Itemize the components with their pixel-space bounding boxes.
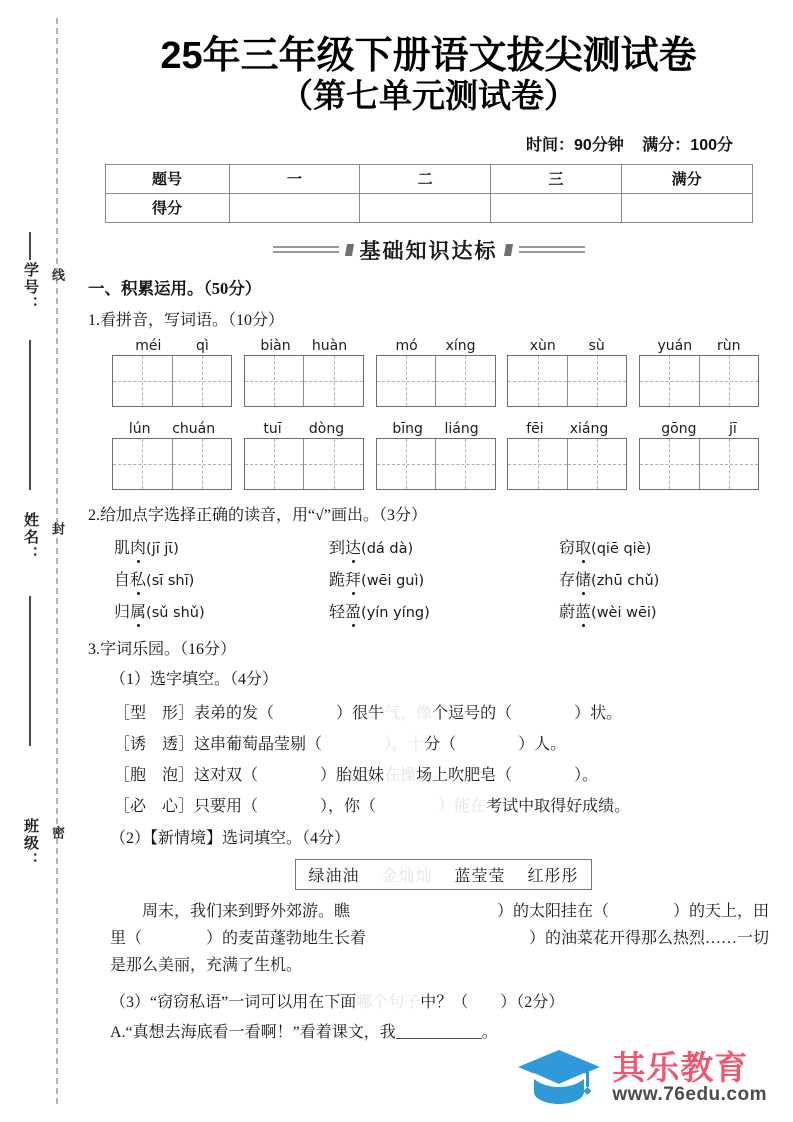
option-a-tail: 。 [481,1023,498,1041]
paragraph-line-right: ）的油菜花开得那么热烈……一切 [528,930,769,948]
pinyin-label [507,338,627,355]
pinyin-options: (sī shī) [146,573,195,590]
paragraph-line-left: 里（ ）的麦苗蓬勃地生长着 [110,930,367,948]
choice-item[interactable]: 蔚蓝(wèi wēi) [559,604,657,622]
word-bank-item[interactable]: 红彤彤 [527,867,579,885]
sentence-faded: ）能在 [438,797,487,815]
title-main: 25年三年级下册语文拔尖测试卷 [160,35,697,77]
sentence-mid2: 考试中取得好成绩。 [486,797,631,815]
pinyin-syllable: liáng [444,421,479,438]
sentence-after: ）人。 [518,735,567,753]
pinyin-options: (wèi wēi) [591,605,657,622]
pinyin-row-2 [88,421,769,490]
sentence-mid: ） [384,735,393,753]
writing-grid-box[interactable] [639,355,759,407]
title-sub: （第七单元测试卷） [280,77,577,115]
seal-margin [0,0,88,1122]
table-row-scores [105,193,752,222]
seal-char-mi: 密 [50,826,65,840]
pinyin-options: (wēi guì) [361,573,425,590]
pinyin-syllable: huàn [311,338,348,355]
pinyin-syllable: xùn [529,338,556,355]
section-banner [88,235,769,265]
option-a-text: A.“真想去海底看一看啊！”看着课文，我 [110,1023,396,1041]
pinyin-syllable: rùn [717,338,741,355]
seal-dashed-line [56,18,58,1104]
paragraph-line-right: ）的太阳挂在（ ）的天上，田 [496,902,769,920]
writing-grid-box[interactable] [112,355,232,407]
question-3-1-heading: （1）选字填空。（4分） [110,671,279,689]
pinyin-item [112,421,232,490]
student-class-label: 班级： [22,818,39,869]
pinyin-syllable: fēi [526,421,544,438]
pinyin-label [507,421,627,438]
sentence-mid2: 个逗号的（ [432,704,513,722]
pinyin-syllable: bīng [392,421,423,438]
paragraph-line-last: 是那么美丽，充满了生机。 [110,957,303,975]
margin-rule-top [29,232,31,260]
pinyin-syllable: tuī [263,421,282,438]
banner-rule-left [273,246,339,253]
exam-meta [88,132,769,155]
writing-grid-box[interactable] [639,438,759,490]
pinyin-options: (qiē qiè) [591,541,652,558]
pinyin-item [507,338,627,407]
paragraph-line-left: 周末，我们来到野外郊游。瞧 [110,902,351,920]
pinyin-syllable: méi [135,338,162,355]
pinyin-options: (dá dà) [361,541,414,558]
pinyin-options: (zhū chǔ) [591,573,660,590]
choice-item[interactable]: 轻盈(yín yíng) [329,604,430,622]
sentence-mid2: 场上吹肥皂（ [416,766,513,784]
question-2-heading: 2.给加点字选择正确的读音，用“√”画出。（3分） [88,507,427,525]
pinyin-syllable: lún [128,421,151,438]
question-3-heading: 3.字词乐园。（16分） [88,641,237,659]
pinyin-item [376,421,496,490]
choice-item[interactable]: 肌肉(jī jῑ) [114,540,179,558]
logo-text-block [612,1048,767,1105]
student-id-label: 学号： [22,262,39,313]
choice-item[interactable]: 到达(dá dà) [329,540,414,558]
table-row-header [105,164,752,193]
choice-item[interactable]: 存储(zhū chǔ) [559,572,660,590]
pinyin-item [639,421,759,490]
pinyin-row-1 [88,338,769,407]
score-cell-2[interactable] [360,193,491,222]
answer-blank[interactable] [396,1038,482,1039]
score-cell-1[interactable] [229,193,360,222]
pinyin-label [244,421,364,438]
brand-name: 其乐教育 [612,1048,749,1086]
score-col-total: 满分 [621,164,752,193]
writing-grid-box[interactable] [112,438,232,490]
sentence-before: 只要用（ [194,797,259,815]
question-3-3-heading-b: 中？（ ）（2分） [420,994,565,1012]
margin-rule-2 [29,596,31,746]
seal-char-line: 线 [50,268,65,282]
char-fill-line[interactable] [88,793,769,816]
score-col-3: 三 [491,164,622,193]
choice-item[interactable]: 自私(sī shī) [114,572,195,590]
score-cell-total[interactable] [621,193,752,222]
sentence-before: 表弟的发（ [194,704,275,722]
pinyin-syllable: sù [588,338,605,355]
pinyin-label [112,421,232,438]
pinyin-label [244,338,364,355]
pinyin-label [112,338,232,355]
choice-item[interactable]: 跪拜(wēi guì) [329,572,425,590]
sentence-after: ）状。 [574,704,623,722]
pronunciation-choice-grid [88,535,769,622]
brand-url: www.76edu.com [612,1083,767,1105]
pinyin-item [376,338,496,407]
pinyin-syllable: biàn [260,338,291,355]
writing-grid-box[interactable] [244,355,364,407]
score-col-1: 一 [229,164,360,193]
pinyin-label [639,421,759,438]
word-bank-wrapper [88,859,769,890]
pinyin-syllable: chuán [172,421,216,438]
word-fill-paragraph[interactable] [88,898,769,980]
writing-grid-box[interactable] [507,438,627,490]
banner-label: 基础知识达标 [359,239,498,263]
score-row-label-earned: 得分 [105,193,229,222]
sentence-before: 这串葡萄晶莹剔（ [194,735,323,753]
pinyin-label [376,338,496,355]
banner-rule-right [519,246,585,253]
char-fill-line[interactable] [88,762,769,785]
choice-item[interactable]: 归属(sǔ shǔ) [114,604,205,622]
student-name-label: 姓名： [22,512,39,563]
sentence-mid2: 分（ [424,735,457,753]
sentence-after: ）。 [574,766,599,784]
word-bank-item[interactable]: 金灿灿 [381,867,433,885]
pinyin-syllable: mó [395,338,418,355]
sentence-mid: ）很牛 [336,704,385,722]
section-one-heading: 一、积累运用。（50分） [88,278,262,298]
score-row-label-number: 题号 [105,164,229,193]
pinyin-syllable: xíng [445,338,476,355]
pinyin-label [376,421,496,438]
pinyin-syllable: dòng [308,421,345,438]
sentence-mid: ），你（ [320,797,377,815]
margin-rule-1 [29,340,31,490]
char-fill-line[interactable] [88,700,769,723]
pinyin-syllable: gōng [661,421,697,438]
writing-grid-box[interactable] [376,438,496,490]
char-bracket-options: ［型 形］ [114,704,195,722]
sentence-mid: ）胎姐妹 [320,766,385,784]
pinyin-options: (yín yíng) [361,605,430,622]
pinyin-item [507,421,627,490]
score-cell-3[interactable] [491,193,622,222]
pinyin-options: (sǔ shǔ) [146,605,205,622]
question-3-3-heading-a: （3）“窃窃私语”一词可以用在下面 [110,994,357,1012]
pinyin-syllable: jī [728,421,737,438]
char-bracket-options: ［必 心］ [114,797,195,815]
pinyin-item [244,421,364,490]
sentence-before: 这对双（ [194,766,259,784]
score-col-2: 二 [360,164,491,193]
exam-time: 时间：90分钟 [526,136,624,154]
question-1-heading: 1.看拼音，写词语。（10分） [88,311,285,329]
writing-grid-box[interactable] [244,438,364,490]
sentence-faded: 气，像 [384,704,433,722]
question-3-3-option-a[interactable] [88,1019,769,1046]
graduation-cap-icon [516,1046,602,1108]
char-bracket-options: ［诱 透］ [114,735,195,753]
word-bank-item[interactable]: 绿油油 [308,867,360,885]
writing-grid-box[interactable] [376,355,496,407]
score-table [105,164,753,223]
sentence-faded: ，十 [392,735,425,753]
question-3-3[interactable]: （3）“窃窃私语”一词可以用在下面哪个句子中？（ ）（2分） [110,994,565,1012]
writing-grid-box[interactable] [507,355,627,407]
pinyin-syllable: xiáng [569,421,609,438]
diamond-marker-right-icon [503,244,512,256]
pinyin-options: (jī jῑ) [146,541,179,558]
word-bank-item[interactable]: 蓝莹莹 [454,867,506,885]
pinyin-item [112,338,232,407]
char-bracket-options: ［胞 泡］ [114,766,195,784]
exam-total: 满分：100分 [642,136,733,154]
question-3-2-heading: （2）【新情境】选词填空。（4分） [110,829,351,847]
pinyin-label [639,338,759,355]
brand-logo [516,1046,767,1108]
exam-page [88,0,793,1122]
pinyin-item [639,338,759,407]
seal-char-feng: 封 [50,522,65,536]
pinyin-item [244,338,364,407]
word-bank [295,859,591,890]
choice-item[interactable]: 窃取(qiē qiè) [559,540,652,558]
diamond-marker-left-icon [344,244,353,256]
page-title [88,0,769,116]
char-fill-line[interactable] [88,731,769,754]
pinyin-syllable: yuán [657,338,693,355]
sentence-faded: 在操 [384,766,417,784]
pinyin-syllable: qì [195,338,209,355]
